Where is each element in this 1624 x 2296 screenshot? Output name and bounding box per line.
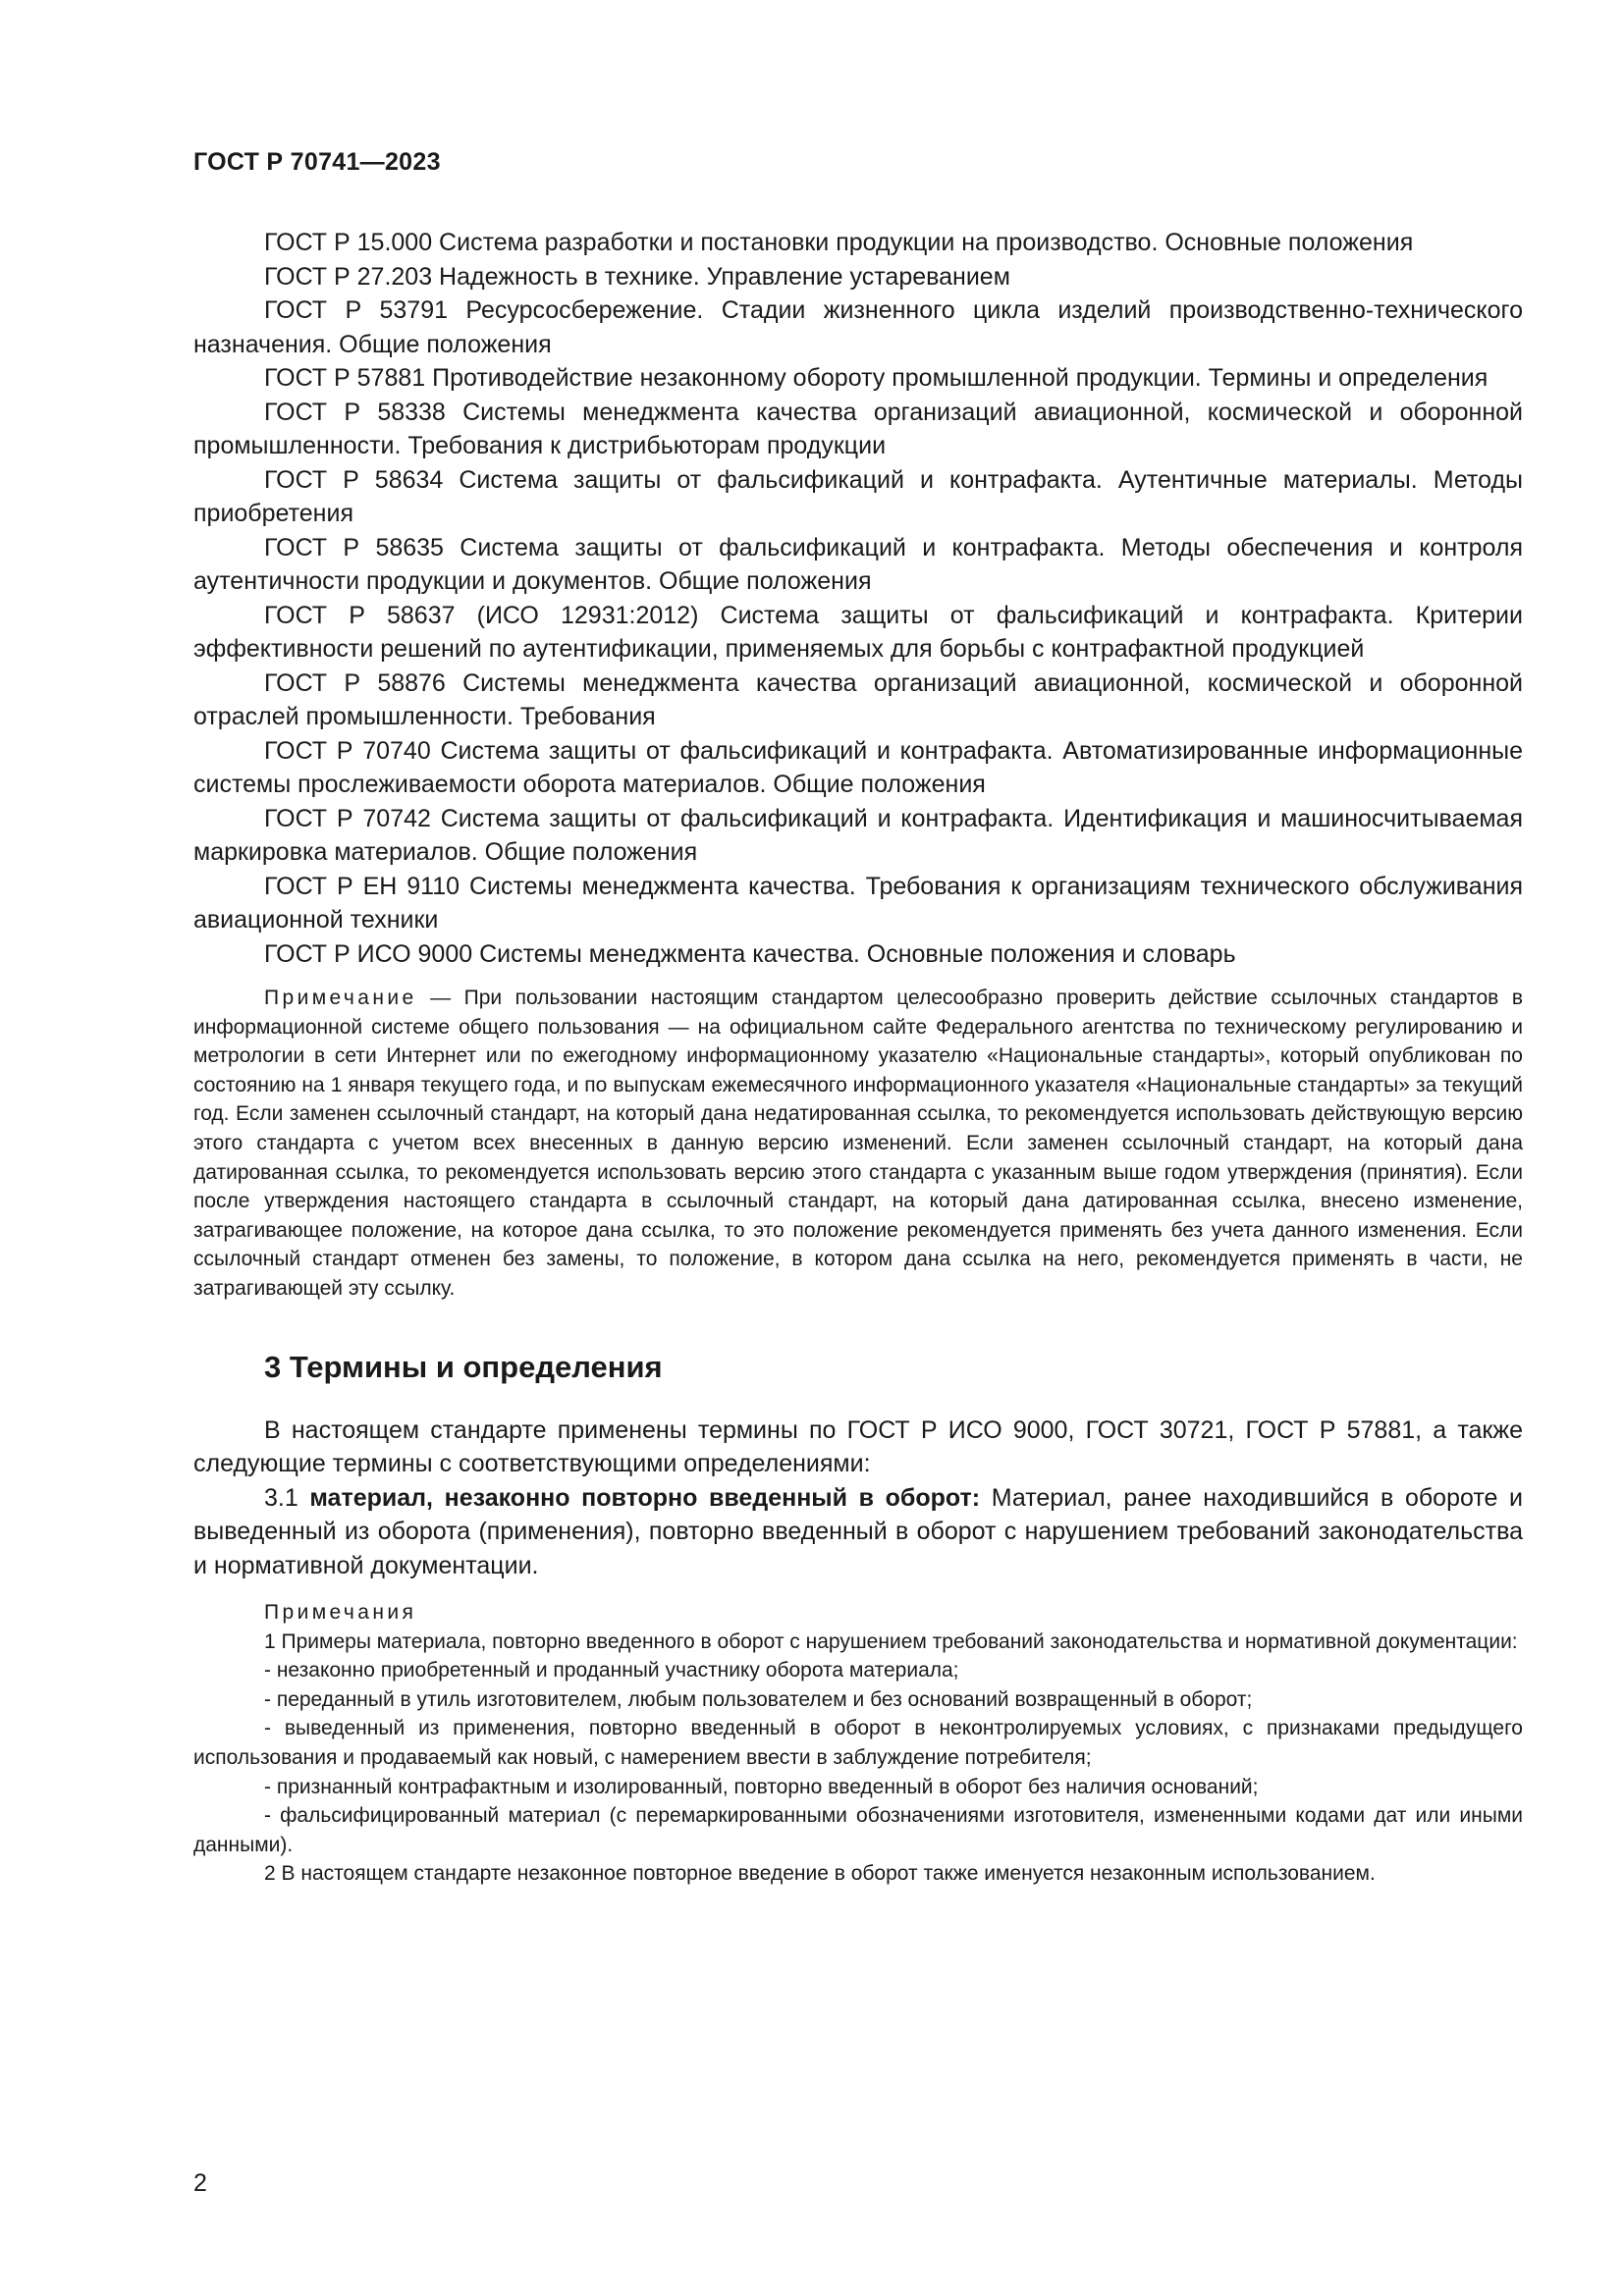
section-intro: В настоящем стандарте применены термины по ГОСТ Р ИСО 9000, ГОСТ 30721, ГОСТ Р 57881, а также следующие термины с соответствующими определениями: xyxy=(193,1415,1523,1478)
term-number: 3.1 xyxy=(264,1483,310,1512)
page-content xyxy=(193,226,1523,1889)
term-definition-text: Материал, ранее находившийся в обороте и выведенный из оборота (применения), повторно введенный в оборот с нарушением требований законодательства и нормативной документации. xyxy=(193,1483,1524,1579)
note-1-item: - фальсифицированный материал (с перемаркированными обозначениями изготовителя, измененными кодами дат или иными данными). xyxy=(193,1804,1523,1856)
reference-item: ГОСТ Р 53791 Ресурсосбережение. Стадии жизненного цикла изделий производственно-технического назначения. Общие положения xyxy=(193,296,1523,358)
reference-item: ГОСТ Р 27.203 Надежность в технике. Управление устареванием xyxy=(264,262,1010,291)
note-1-item: - признанный контрафактным и изолированный, повторно введенный в оборот без наличия оснований; xyxy=(264,1775,1259,1798)
note-label: Примечание xyxy=(264,987,417,1009)
note-text: — При пользовании настоящим стандартом целесообразно проверить действие ссылочных стандартов в информационной системе общего пользования — на официальном сайте Федерального агентства по техническому регулированию и метрологии в сети Интернет или по ежегодному информационному указателю «Национальные стандарты», который опубликован по состоянию на 1 января текущего года, и по выпускам ежемесячного информационного указателя «Национальные стандарты» за текущий год. Если заменен ссылочный стандарт, на который дана недатированная ссылка, то рекомендуется использовать действующую версию этого стандарта с учетом всех внесенных в данную версию изменений. Если заменен ссылочный стандарт, на который дана датированная ссылка, то рекомендуется использовать версию этого стандарта с указанным выше годом утверждения (принятия). Если после утверждения настоящего стандарта в ссылочный стандарт, на который дана датированная ссылка, внесено изменение, затрагивающее положение, на которое дана ссылка, то это положение рекомендуется применять без учета данного изменения. Если ссылочный стандарт отменен без замены, то положение, в котором дана ссылка на него, рекомендуется применять в части, не затрагивающей эту ссылку. xyxy=(193,987,1523,1300)
term-name: материал, незаконно повторно введенный в оборот: xyxy=(309,1483,981,1512)
reference-item: ГОСТ Р 58338 Системы менеджмента качества организаций авиационной, космической и оборонной промышленности. Требования к дистрибьюторам продукции xyxy=(193,398,1523,459)
note-1-item: - переданный в утиль изготовителем, любым пользователем и без оснований возвращенный в оборот; xyxy=(264,1687,1253,1711)
note-2: 2 В настоящем стандарте незаконное повторное введение в оборот также именуется незаконным использованием. xyxy=(264,1862,1376,1886)
reference-item: ГОСТ Р 70742 Система защиты от фальсификаций и контрафакта. Идентификация и машиносчитываемая маркировка материалов. Общие положения xyxy=(193,804,1523,866)
reference-item: ГОСТ Р ЕН 9110 Системы менеджмента качества. Требования к организациям технического обслуживания авиационной техники xyxy=(193,872,1523,934)
note-1: 1 Примеры материала, повторно введенного в оборот с нарушением требований законодательства и нормативной документации: xyxy=(264,1629,1518,1653)
note-1-item: - незаконно приобретенный и проданный участнику оборота материала; xyxy=(264,1659,959,1682)
page-number: 2 xyxy=(193,2169,207,2197)
term-definition xyxy=(193,1481,1523,1583)
section-title: 3 Термины и определения xyxy=(264,1349,663,1384)
reference-item: ГОСТ Р 58637 (ИСО 12931:2012) Система защиты от фальсификаций и контрафакта. Критерии эффективности решений по аутентификации, применяемых для борьбы с контрафактной продукцией xyxy=(193,601,1523,663)
reference-item: ГОСТ Р 58876 Системы менеджмента качества организаций авиационной, космической и оборонной отраслей промышленности. Требования xyxy=(193,668,1523,730)
references-note xyxy=(193,984,1523,1304)
note-1-item: - выведенный из применения, повторно введенный в оборот в неконтролируемых условиях, с признаками предыдущего использования и продаваемый как новый, с намерением ввести в заблуждение потребителя; xyxy=(193,1717,1523,1769)
reference-item: ГОСТ Р ИСО 9000 Системы менеджмента качества. Основные положения и словарь xyxy=(264,939,1236,968)
reference-item: ГОСТ Р 70740 Система защиты от фальсификаций и контрафакта. Автоматизированные информационные системы прослеживаемости оборота материалов. Общие положения xyxy=(193,736,1523,798)
reference-item: ГОСТ Р 58634 Система защиты от фальсификаций и контрафакта. Аутентичные материалы. Методы приобретения xyxy=(193,465,1523,527)
normative-references-list xyxy=(193,226,1523,971)
reference-item: ГОСТ Р 57881 Противодействие незаконному обороту промышленной продукции. Термины и определения xyxy=(264,364,1489,392)
reference-item: ГОСТ Р 58635 Система защиты от фальсификаций и контрафакта. Методы обеспечения и контроля аутентичности продукции и документов. Общие положения xyxy=(193,533,1523,595)
document-code-header: ГОСТ Р 70741—2023 xyxy=(193,148,441,176)
notes-label: Примечания xyxy=(264,1601,417,1625)
reference-item: ГОСТ Р 15.000 Система разработки и постановки продукции на производство. Основные положения xyxy=(264,229,1414,256)
